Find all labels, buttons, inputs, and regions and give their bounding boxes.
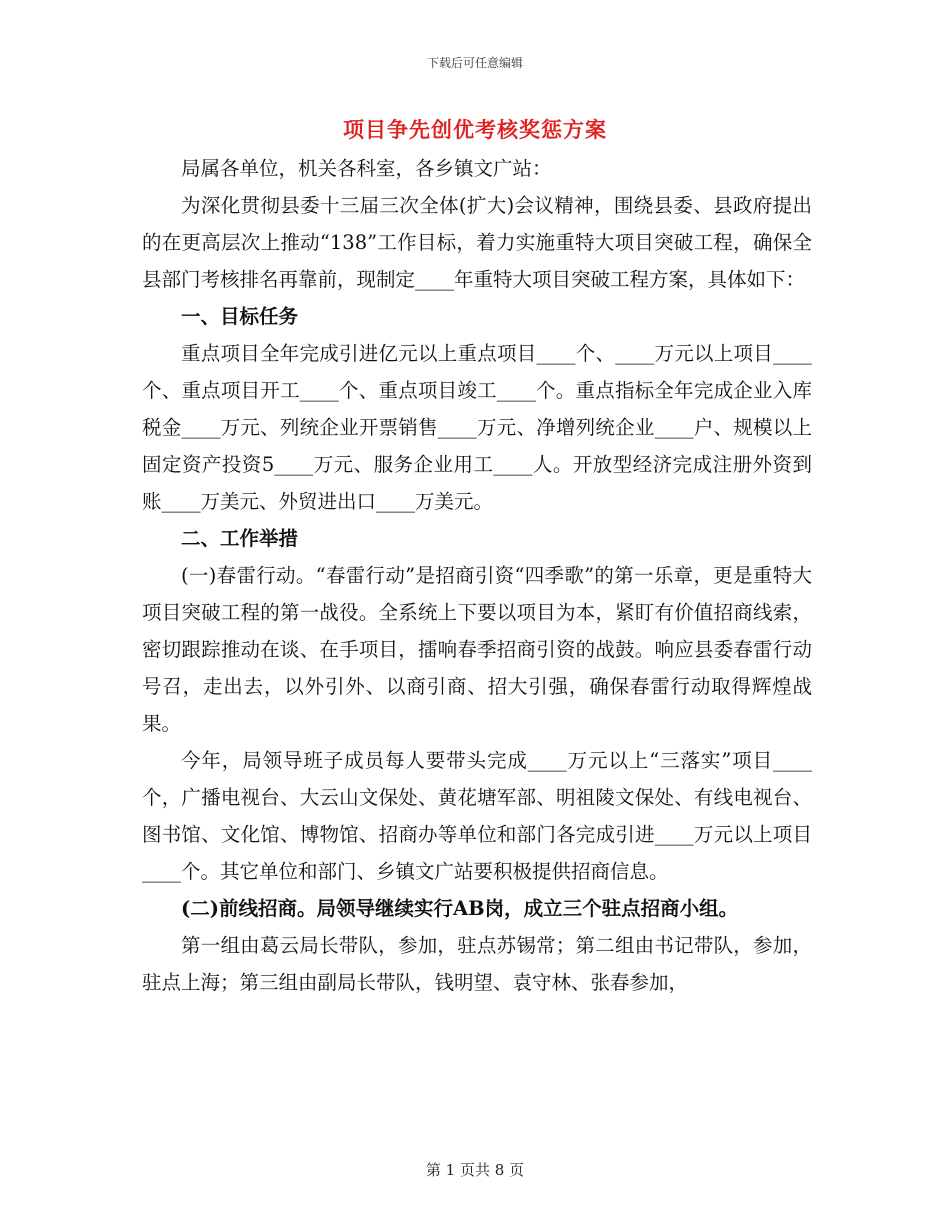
document-title: 项目争先创优考核奖惩方案 (343, 117, 607, 142)
section-heading-measures: 二、工作举措 (181, 527, 299, 550)
measures-paragraph-frontline: (二)前线招商。局领导继续实行AB岗，成立三个驻点招商小组。 (181, 897, 739, 920)
measures-paragraph-groups: 第一组由葛云局长带队，参加，驻点苏锡常；第二组由书记带队，参加，驻点上海；第三组由副局长带队，钱明望、袁守林、张春参加， (142, 934, 812, 994)
intro-paragraph: 为深化贯彻县委十三届三次全体(扩大)会议精神，围绕县委、县政府提出的在更高层次上推动“138”工作目标，着力实施重特大项目突破工程，确保全县部门考核排名再靠前，现制定____年重特大项目突破工程方案，具体如下： (142, 194, 812, 291)
salutation: 局属各单位，机关各科室，各乡镇文广站： (181, 157, 552, 180)
goals-paragraph: 重点项目全年完成引进亿元以上重点项目____个、____万元以上项目____个、重点项目开工____个、重点项目竣工____个。重点指标全年完成企业入库税金____万元、列统企业开票销售____万元、净增列统企业____户、规模以上固定资产投资5____万元、服务企业用工____人。开放型经济完成注册外资到账____万美元、外贸进出口____万美元。 (142, 342, 812, 513)
measures-paragraph-leaders: 今年，局领导班子成员每人要带头完成____万元以上“三落实”项目____个，广播电视台、大云山文保处、黄花塘军部、明祖陵文保处、有线电视台、图书馆、文化馆、博物馆、招商办等单位和部门各完成引进____万元以上项目____个。其它单位和部门、乡镇文广站要积极提供招商信息。 (142, 749, 812, 883)
section-heading-goals: 一、目标任务 (181, 305, 299, 328)
document-body (142, 150, 812, 1001)
measures-paragraph-spring: (一)春雷行动。“春雷行动”是招商引资“四季歌”的第一乐章，更是重特大项目突破工程的第一战役。全系统上下要以项目为本，紧盯有价值招商线索，密切跟踪推动在谈、在手项目，擂响春季招商引资的战鼓。响应县委春雷行动号召，走出去，以外引外、以商引商、招大引强，确保春雷行动取得辉煌战果。 (142, 564, 812, 735)
page-header: 下载后可任意编辑 (426, 56, 523, 70)
page-number: 第 1 页共 8 页 (425, 1161, 525, 1179)
